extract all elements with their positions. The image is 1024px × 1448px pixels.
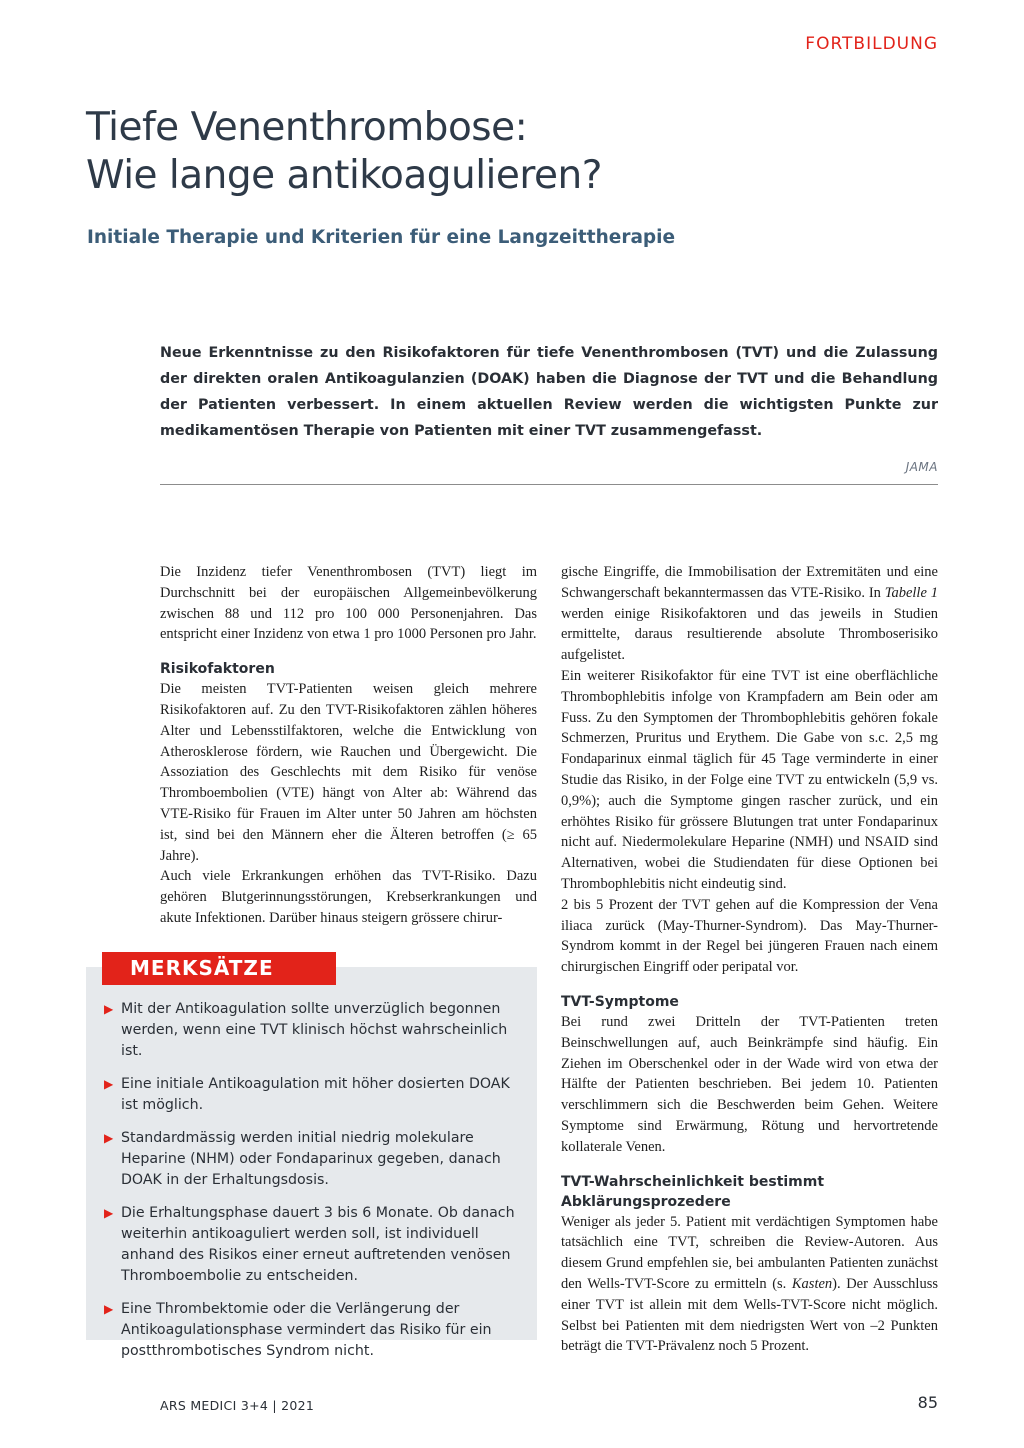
thrombophlebitis-paragraph: Ein weiterer Risikofaktor für eine TVT ist eine oberflächliche Thrombophlebitis infolge von Krampfadern am Bein oder am Fuss. Zu den Symptomen der Thrombophlebitis gehören fokale Schmerzen, Pruritus und Erythem. Die Gabe von s.c. 2,5 mg Fondaparinux einmal täglich für 45 Tage verminderte in einer Studie das Risiko, in der Folge eine TVT zu entwickeln (5,9 vs. 0,9%); auch die Symptome gingen rascher zurück, und ein erhöhtes Risiko für grössere Blutungen trat unter Fondaparinux nicht auf. Niedermolekulare Heparine (NMH) und NSAID sind Alternativen, wobei die Studiendaten für diese Optionen bei Thrombophlebitis nicht eindeutig sind. [561,667,938,892]
list-item-text: Eine Thrombektomie oder die Verlängerung der Antikoagulationsphase vermindert das Risiko für ein postthrombotisches Syndrom nicht. [121,1301,492,1359]
list-item [104,1074,524,1116]
list-item [104,1203,524,1287]
triangle-bullet-icon: ▶ [104,1077,114,1091]
text-run: gische Eingriffe, die Immobilisation der Extremitäten und eine Schwangerschaft bekanntermassen das VTE-Risiko. In [561,564,938,601]
article-subtitle: Initiale Therapie und Kriterien für eine Langzeittherapie [87,227,676,248]
divider [160,484,938,485]
heading-risk-factors: Risikofaktoren [160,661,275,678]
key-points-list [104,999,524,1374]
list-item [104,999,524,1062]
text-run: ). Der Ausschluss einer TVT ist allein mit dem Wells-TVT-Score nicht möglich. Selbst bei Patienten mit dem niedrigsten Wert von –2 Punkten beträgt die TVT-Prävalenz noch 5 Prozent. [561,1275,938,1355]
footer-journal: ARS MEDICI 3+4 | 2021 [160,1398,315,1413]
list-item [104,1299,524,1362]
page-number: 85 [917,1393,938,1412]
section-label: FORTBILDUNG [805,34,938,54]
list-item-text: Eine initiale Antikoagulation mit höher dosierten DOAK ist möglich. [121,1076,510,1113]
symptoms-paragraph: Bei rund zwei Dritteln der TVT-Patienten treten Beinschwellungen auf, auch Beinkrämpfe sind häufig. Ein Ziehen im Oberschenkel oder in der Wade wird von etwa der Hälfte der Patienten beschrieben. Bei jedem 10. Patienten verschlimmern sich die Beschwerden beim Gehen. Weitere Symptome sind Erwärmung, Rötung und hervortretende kollaterale Venen. [561,1013,938,1155]
left-column [160,562,537,929]
table-reference: Tabelle 1 [884,584,938,601]
text-run: Weniger als jeder 5. Patient mit verdächtigen Symptomen habe tatsächlich eine TVT, schreiben die Review-Autoren. Aus diesem Grund empfehlen sie, bei ambulanten Patienten zunächst den Wells-TVT-Score zu ermitteln (s. [561,1213,938,1292]
title-line-2: Wie lange antikoagulieren? [86,153,602,198]
risk-paragraph-1: Die meisten TVT-Patienten weisen gleich mehrere Risikofaktoren auf. Zu den TVT-Risikofaktoren zählen höheres Alter und Lebensstilfaktoren, welche die Entwicklung von Atherosklerose fördern, wie Rauchen und Übergewicht. Die Assoziation des Geschlechts mit dem Risiko für venöse Thromboembolien (VTE) hängt von Alter ab: Während das VTE-Risiko für Frauen im Alter unter 50 Jahren am höchsten ist, sind bei den Männern eher die Älteren betroffen (≥ 65 Jahre). [160,681,537,864]
title-line-1: Tiefe Venenthrombose: [86,105,528,150]
may-thurner-paragraph: 2 bis 5 Prozent der TVT gehen auf die Kompression der Vena iliaca zurück (May-Thurner-Syndrom). Das May-Thurner-Syndrom kommt in der Regel bei jüngeren Frauen nach einem chirurgischen Eingriff oder peripatal vor. [561,896,938,976]
list-item-text: Die Erhaltungsphase dauert 3 bis 6 Monate. Ob danach weiterhin antikoaguliert werden soll, ist individuell anhand des Risikos einer erneut auftretenden venösen Thromboembolie zu entscheiden. [121,1205,515,1284]
intro-paragraph: Die Inzidenz tiefer Venenthrombosen (TVT) liegt im Durchschnitt bei der europäischen Allgemeinbevölkerung zwischen 88 und 112 pro 100 000 Personenjahren. Das entspricht einer Inzidenz von etwa 1 pro 1000 Personen pro Jahr. [160,564,537,643]
heading-symptoms: TVT-Symptome [561,993,679,1010]
list-item [104,1128,524,1191]
list-item-text: Mit der Antikoagulation sollte unverzüglich begonnen werden, wenn eine TVT klinisch höchst wahrscheinlich ist. [121,1001,508,1059]
lead-paragraph: Neue Erkenntnisse zu den Risikofaktoren für tiefe Venenthrombosen (TVT) und die Zulassung der direkten oralen Antikoagulanzien (DOAK) haben die Diagnose der TVT und die Behandlung der Patienten verbessert. In einem aktuellen Review werden die wichtigsten Punkte zur medikamentösen Therapie von Patienten mit einer TVT zusammengefasst. [160,345,938,439]
triangle-bullet-icon: ▶ [104,1206,114,1220]
triangle-bullet-icon: ▶ [104,1302,114,1316]
heading-probability [561,1172,938,1212]
right-column [561,562,938,1357]
key-points-title: MERKSÄTZE [102,952,336,985]
list-item-text: Standardmässig werden initial niedrig molekulare Heparine (NHM) oder Fondaparinux gegeben, danach DOAK in der Erhaltungsdosis. [121,1130,501,1188]
probability-paragraph [561,1212,938,1358]
article-title [86,104,946,200]
heading-line-2: Abklärungsprozedere [561,1193,731,1210]
text-run: werden einige Risikofaktoren und das jeweils in Studien ermittelte, daraus resultierende absolute Thromboserisiko aufgelistet. [561,605,938,664]
source-label: JAMA [905,460,938,474]
box-reference: Kasten [791,1275,833,1292]
heading-line-1: TVT-Wahrscheinlichkeit bestimmt [561,1173,825,1190]
risk-paragraph-3 [561,562,938,666]
risk-paragraph-2: Auch viele Erkrankungen erhöhen das TVT-Risiko. Dazu gehören Blutgerinnungsstörungen, Krebserkrankungen und akute Infektionen. Darüber hinaus steigern grössere chirur- [160,868,537,926]
triangle-bullet-icon: ▶ [104,1131,114,1145]
triangle-bullet-icon: ▶ [104,1002,114,1016]
